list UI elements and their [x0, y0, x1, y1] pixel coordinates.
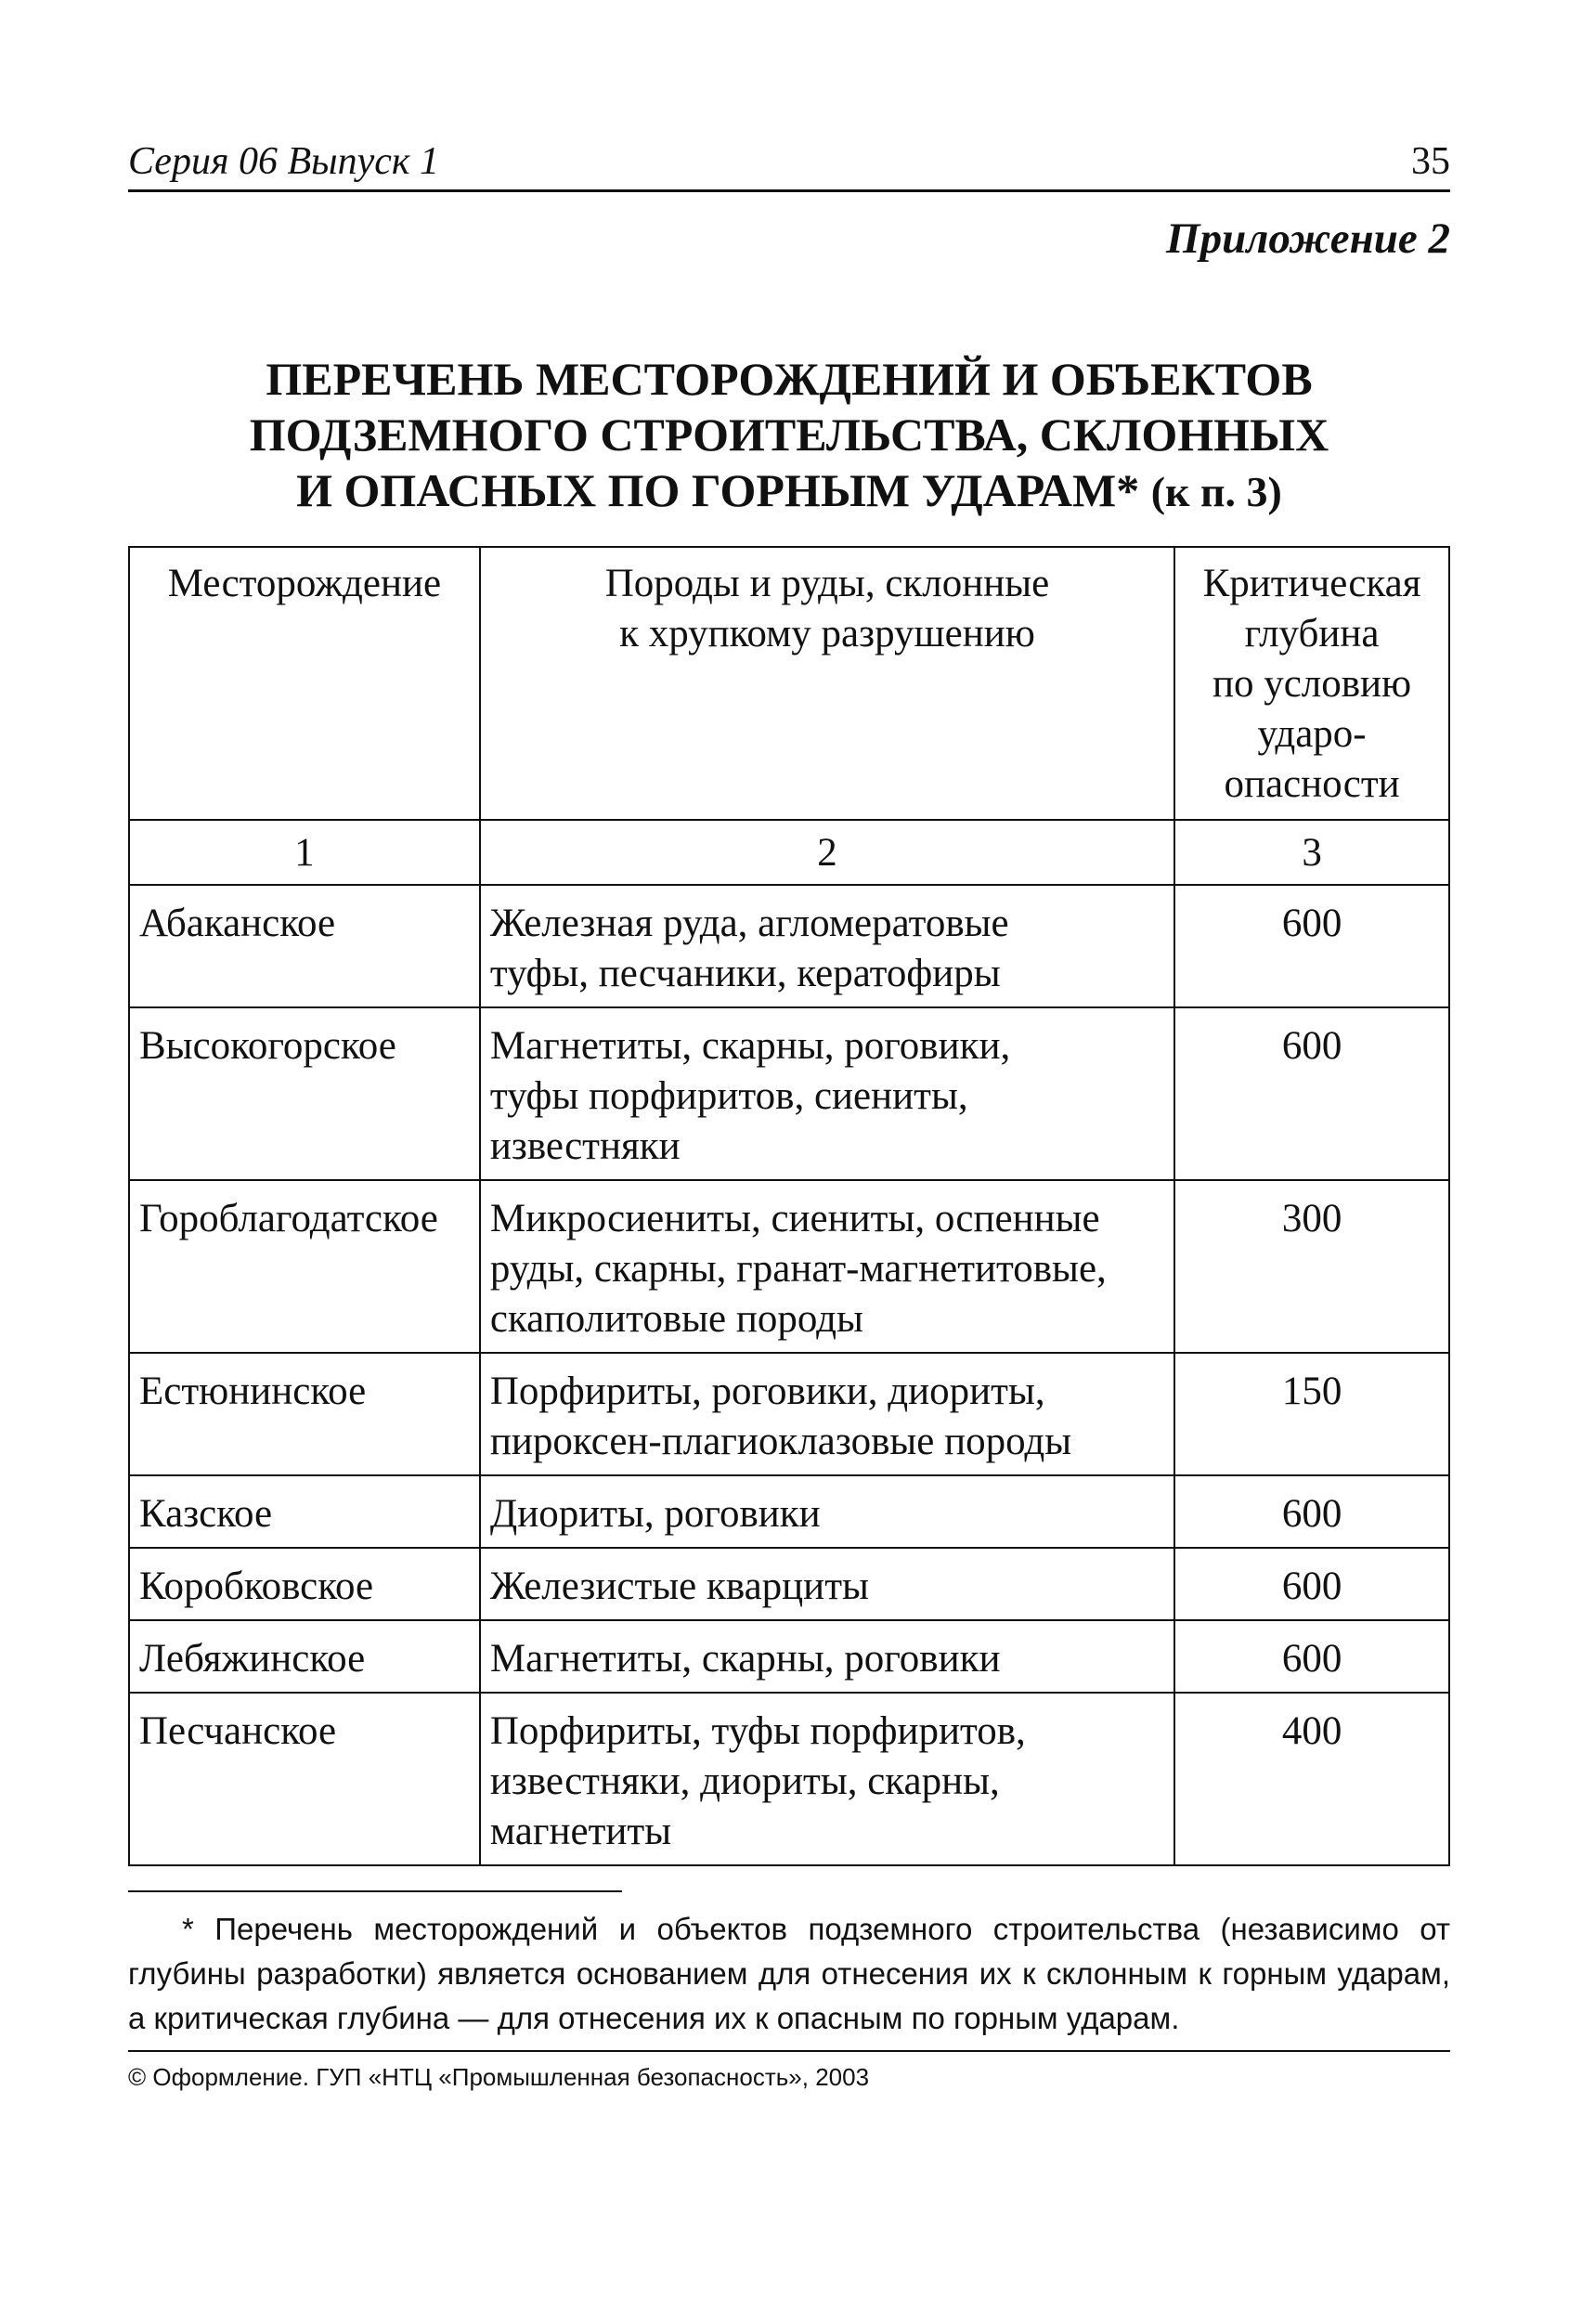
header-divider	[128, 189, 1450, 192]
footer-divider	[128, 2050, 1450, 2052]
critical-depth-cell: 300	[1174, 1180, 1449, 1353]
deposit-cell: Абаканское	[129, 885, 480, 1007]
rocks-cell: Порфириты, туфы порфиритов, известняки, диориты, скарны, магнетиты	[480, 1693, 1174, 1865]
header-rocks	[480, 547, 1174, 820]
header-deposit-text: Месторождение	[167, 562, 442, 605]
table-row	[129, 1180, 1449, 1353]
column-number-row	[129, 820, 1449, 885]
table-row	[129, 1693, 1449, 1865]
table-row	[129, 1353, 1449, 1475]
rocks-cell: Железная руда, агломератовые туфы, песчаники, кератофиры	[480, 885, 1174, 1007]
rocks-cell: Порфириты, роговики, диориты, пироксен-плагиоклазовые породы	[480, 1353, 1174, 1475]
critical-depth-cell: 150	[1174, 1353, 1449, 1475]
table-row	[129, 1620, 1449, 1693]
deposit-cell: Естюнинское	[129, 1353, 480, 1475]
deposit-cell: Высокогорское	[129, 1007, 480, 1180]
header-rocks-text: Породы и руды, склонные к хрупкому разрушению	[604, 562, 1050, 656]
deposit-cell: Коробковское	[129, 1548, 480, 1620]
title-line-1: ПЕРЕЧЕНЬ МЕСТОРОЖДЕНИЙ И ОБЪЕКТОВ	[266, 353, 1313, 405]
rocks-cell: Железистые кварциты	[480, 1548, 1174, 1620]
column-number: 3	[1174, 820, 1449, 885]
column-number: 2	[480, 820, 1174, 885]
table-row	[129, 885, 1449, 1007]
footnote-divider	[128, 1890, 622, 1892]
rocks-cell: Диориты, роговики	[480, 1475, 1174, 1548]
copyright: © Оформление. ГУП «НТЦ «Промышленная безопасность», 2003	[128, 2063, 870, 2091]
page-number: 35	[1411, 140, 1450, 183]
header-critical-depth	[1174, 547, 1449, 820]
header-critical-depth-text: Критическая глубина по условию ударо- опасности	[1202, 562, 1421, 806]
deposit-cell: Лебяжинское	[129, 1620, 480, 1693]
header-deposit	[129, 547, 480, 820]
critical-depth-cell: 400	[1174, 1693, 1449, 1865]
page-title	[128, 351, 1450, 520]
title-line-3-text: И ОПАСНЫХ ПО ГОРНЫМ УДАРАМ*	[296, 464, 1140, 516]
critical-depth-cell: 600	[1174, 885, 1449, 1007]
appendix-label: Приложение 2	[1166, 214, 1450, 263]
critical-depth-cell: 600	[1174, 1620, 1449, 1693]
table-header-row	[129, 547, 1449, 820]
rocks-cell: Магнетиты, скарны, роговики	[480, 1620, 1174, 1693]
deposits-table	[128, 546, 1450, 1866]
title-line-3	[128, 462, 1450, 520]
footnote: * Перечень месторождений и объектов подземного строительства (независимо от глубины разработки) является основанием для отнесения их к склонным к горным ударам, а критическая глубина — для отнесения их к опасным по горным ударам.	[128, 1912, 1450, 2035]
critical-depth-cell: 600	[1174, 1548, 1449, 1620]
rocks-cell: Микросиениты, сиениты, оспенные руды, скарны, гранат-магнетитовые, скаполитовые породы	[480, 1180, 1174, 1353]
critical-depth-cell: 600	[1174, 1007, 1449, 1180]
table-row	[129, 1007, 1449, 1180]
series-label: Серия 06 Выпуск 1	[128, 140, 439, 183]
title-reference: (к п. 3)	[1150, 468, 1282, 515]
critical-depth-cell: 600	[1174, 1475, 1449, 1548]
table-row	[129, 1475, 1449, 1548]
deposit-cell: Гороблагодатское	[129, 1180, 480, 1353]
deposit-cell: Казское	[129, 1475, 480, 1548]
rocks-cell: Магнетиты, скарны, роговики, туфы порфиритов, сиениты, известняки	[480, 1007, 1174, 1180]
deposit-cell: Песчанское	[129, 1693, 480, 1865]
column-number: 1	[129, 820, 480, 885]
table-row	[129, 1548, 1449, 1620]
title-line-2: ПОДЗЕМНОГО СТРОИТЕЛЬСТВА, СКЛОННЫХ	[249, 409, 1329, 461]
